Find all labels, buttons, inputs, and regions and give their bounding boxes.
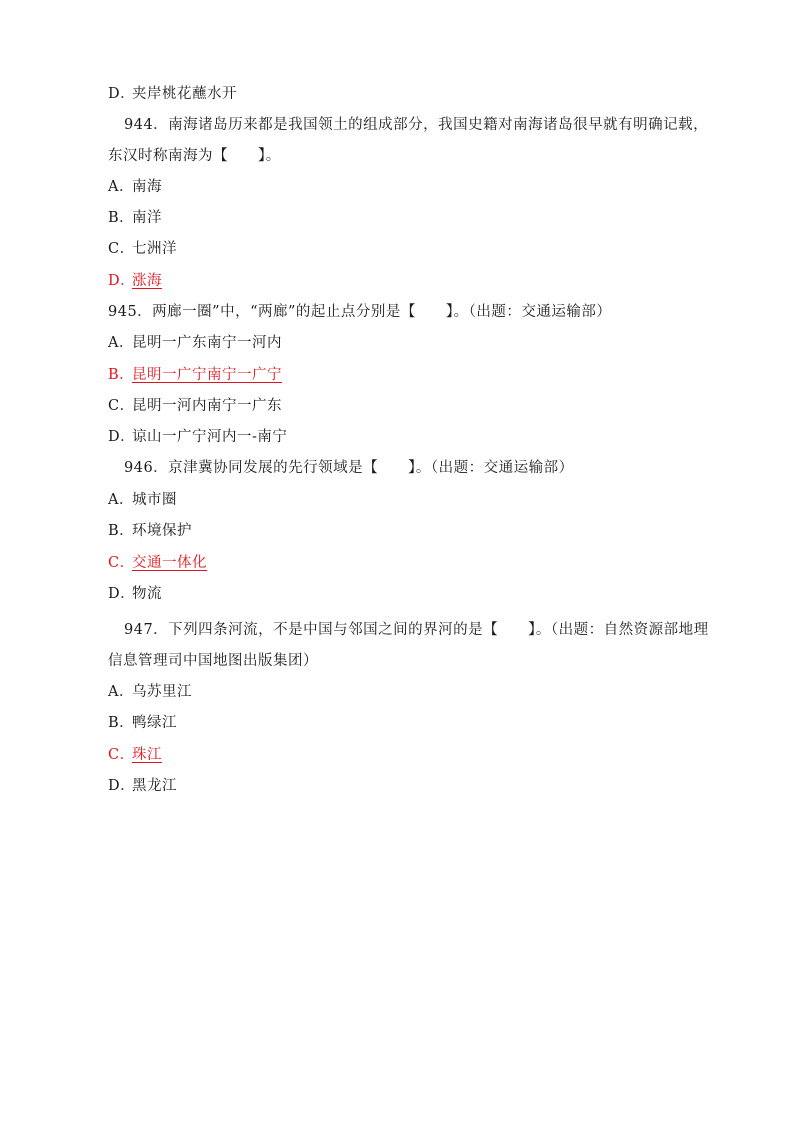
question-944-continued: 东汉时称南海为【 】。 xyxy=(108,148,281,164)
option-947-d: D．黑龙江 xyxy=(108,778,177,794)
option-944-d-correct-answer: D．涨海 xyxy=(108,273,162,289)
question-944: 944．南海诸岛历来都是我国领土的组成部分，我国史籍对南海诸岛很早就有明确记载， xyxy=(124,117,709,133)
option-946-a: A．城市圈 xyxy=(108,492,177,508)
option-946-b: B．环境保护 xyxy=(108,523,192,539)
option-947-c-correct-answer: C．珠江 xyxy=(108,747,162,763)
option-946-c-correct-answer: C．交通一体化 xyxy=(108,555,207,571)
option-945-b-correct-answer: B．昆明一广宁南宁一广宁 xyxy=(108,367,282,383)
option-945-a: A．昆明一广东南宁一河内 xyxy=(108,335,282,351)
option-945-c: C．昆明一河内南宁一广东 xyxy=(108,398,282,414)
question-947: 947．下列四条河流，不是中国与邻国之间的界河的是【 】。（出题：自然资源部地理 xyxy=(124,622,709,638)
question-946: 946．京津冀协同发展的先行领域是【 】。（出题：交通运输部） xyxy=(124,460,574,476)
option-947-a: A．乌苏里江 xyxy=(108,684,192,700)
option-946-d: D．物流 xyxy=(108,586,162,602)
option-944-a: A．南海 xyxy=(108,179,162,195)
option-943-d: D．夹岸桃花蘸水开 xyxy=(108,86,237,102)
question-945: 945．两廊一圈”中，“两廊”的起止点分别是【 】。（出题：交通运输部） xyxy=(108,304,612,320)
option-944-b: B．南洋 xyxy=(108,210,162,226)
option-944-c: C．七洲洋 xyxy=(108,241,177,257)
option-945-d: D．谅山一广宁河内一-南宁 xyxy=(108,429,288,445)
option-947-b: B．鸭绿江 xyxy=(108,715,177,731)
question-947-continued: 信息管理司中国地图出版集团） xyxy=(108,653,318,669)
